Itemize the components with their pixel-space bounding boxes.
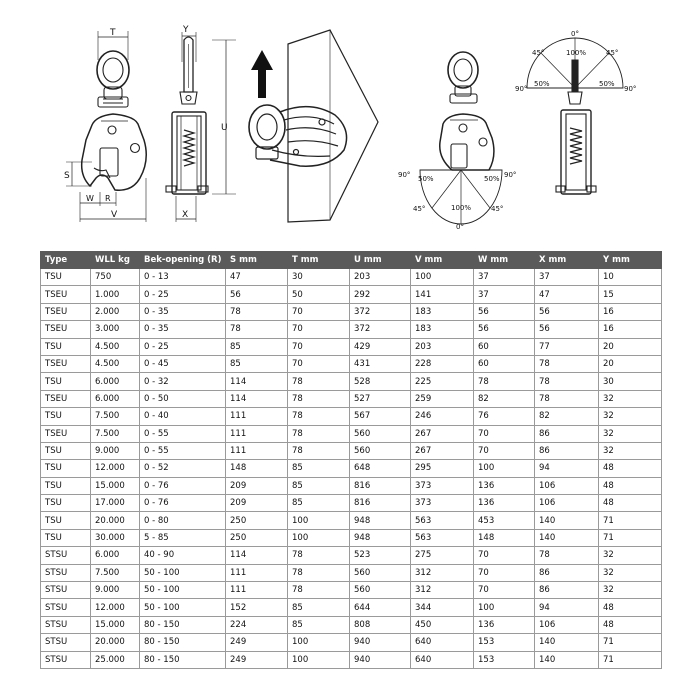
table-cell: 80 - 150 bbox=[140, 634, 226, 651]
table-cell: STSU bbox=[41, 582, 91, 599]
column-header: Y mm bbox=[599, 252, 662, 269]
table-cell: 7.500 bbox=[91, 564, 140, 581]
table-cell: 0 - 32 bbox=[140, 373, 226, 390]
table-cell: 228 bbox=[411, 355, 474, 372]
table-cell: 295 bbox=[411, 460, 474, 477]
table-cell: 20 bbox=[599, 355, 662, 372]
table-cell: 0 - 55 bbox=[140, 442, 226, 459]
table-row bbox=[41, 634, 662, 651]
table-cell: 373 bbox=[411, 495, 474, 512]
table-cell: 249 bbox=[226, 651, 288, 668]
table-cell: 32 bbox=[599, 442, 662, 459]
table-cell: 48 bbox=[599, 495, 662, 512]
table-row bbox=[41, 408, 662, 425]
table-cell: 71 bbox=[599, 634, 662, 651]
table-cell: 50 - 100 bbox=[140, 564, 226, 581]
table-cell: STSU bbox=[41, 599, 91, 616]
table-row bbox=[41, 547, 662, 564]
table-cell: 70 bbox=[288, 338, 350, 355]
table-cell: 78 bbox=[226, 303, 288, 320]
table-cell: 453 bbox=[474, 512, 535, 529]
table-cell: 32 bbox=[599, 564, 662, 581]
table-cell: 450 bbox=[411, 616, 474, 633]
table-cell: 136 bbox=[474, 616, 535, 633]
table-row bbox=[41, 477, 662, 494]
angle-bottom-45-left: 45° bbox=[413, 205, 426, 213]
table-cell: 2.000 bbox=[91, 303, 140, 320]
table-cell: 183 bbox=[411, 303, 474, 320]
table-cell: TSEU bbox=[41, 321, 91, 338]
table-row bbox=[41, 460, 662, 477]
angle-bottom-90-left: 90° bbox=[398, 171, 411, 179]
table-row bbox=[41, 303, 662, 320]
table-cell: 100 bbox=[288, 512, 350, 529]
table-cell: 183 bbox=[411, 321, 474, 338]
table-cell: TSU bbox=[41, 373, 91, 390]
table-cell: 563 bbox=[411, 512, 474, 529]
table-cell: 203 bbox=[411, 338, 474, 355]
table-cell: 71 bbox=[599, 651, 662, 668]
angle-bottom-0: 0° bbox=[456, 223, 464, 231]
table-row bbox=[41, 651, 662, 668]
table-cell: 40 - 90 bbox=[140, 547, 226, 564]
table-cell: 948 bbox=[350, 512, 411, 529]
table-cell: 0 - 76 bbox=[140, 477, 226, 494]
table-cell: 76 bbox=[474, 408, 535, 425]
table-cell: STSU bbox=[41, 634, 91, 651]
table-cell: 816 bbox=[350, 495, 411, 512]
table-cell: 85 bbox=[288, 495, 350, 512]
table-cell: 0 - 52 bbox=[140, 460, 226, 477]
table-cell: 50 - 100 bbox=[140, 599, 226, 616]
table-cell: 56 bbox=[474, 303, 535, 320]
table-cell: 140 bbox=[535, 634, 599, 651]
table-cell: 0 - 50 bbox=[140, 390, 226, 407]
column-header: U mm bbox=[350, 252, 411, 269]
specification-table bbox=[40, 251, 662, 669]
table-cell: 560 bbox=[350, 564, 411, 581]
table-cell: 148 bbox=[226, 460, 288, 477]
table-cell: TSEU bbox=[41, 286, 91, 303]
table-row bbox=[41, 599, 662, 616]
table-cell: 70 bbox=[474, 442, 535, 459]
table-cell: 78 bbox=[288, 373, 350, 390]
table-cell: 100 bbox=[474, 599, 535, 616]
table-row bbox=[41, 321, 662, 338]
table-cell: 48 bbox=[599, 616, 662, 633]
table-cell: 312 bbox=[411, 582, 474, 599]
table-cell: 20 bbox=[599, 338, 662, 355]
table-cell: 85 bbox=[288, 599, 350, 616]
table-body bbox=[41, 269, 662, 669]
angle-bottom-45-right: 45° bbox=[491, 205, 504, 213]
table-cell: 37 bbox=[474, 286, 535, 303]
table-cell: 106 bbox=[535, 495, 599, 512]
table-cell: STSU bbox=[41, 651, 91, 668]
table-cell: 0 - 55 bbox=[140, 425, 226, 442]
table-cell: 32 bbox=[599, 408, 662, 425]
table-cell: 78 bbox=[288, 547, 350, 564]
table-cell: 6.000 bbox=[91, 373, 140, 390]
table-cell: 5 - 85 bbox=[140, 529, 226, 546]
table-cell: 6.000 bbox=[91, 390, 140, 407]
angle-top-100: 100% bbox=[566, 49, 587, 57]
table-cell: 148 bbox=[474, 529, 535, 546]
table-cell: 78 bbox=[474, 373, 535, 390]
table-cell: 560 bbox=[350, 582, 411, 599]
table-cell: 100 bbox=[288, 529, 350, 546]
table-cell: TSU bbox=[41, 477, 91, 494]
table-cell: 111 bbox=[226, 564, 288, 581]
column-header: Bek-opening (R) bbox=[140, 252, 226, 269]
table-cell: 47 bbox=[226, 269, 288, 286]
table-cell: 86 bbox=[535, 564, 599, 581]
column-header: T mm bbox=[288, 252, 350, 269]
table-cell: 373 bbox=[411, 477, 474, 494]
angle-top-90-left: 90° bbox=[515, 85, 528, 93]
table-cell: 111 bbox=[226, 425, 288, 442]
table-row bbox=[41, 616, 662, 633]
table-cell: 48 bbox=[599, 599, 662, 616]
table-cell: 78 bbox=[288, 564, 350, 581]
table-cell: TSEU bbox=[41, 355, 91, 372]
column-header: Type bbox=[41, 252, 91, 269]
table-cell: 100 bbox=[474, 460, 535, 477]
table-cell: 78 bbox=[535, 373, 599, 390]
table-cell: TSEU bbox=[41, 425, 91, 442]
table-cell: 648 bbox=[350, 460, 411, 477]
dim-label-x: X bbox=[182, 210, 189, 220]
table-cell: 114 bbox=[226, 390, 288, 407]
table-cell: 25.000 bbox=[91, 651, 140, 668]
table-cell: 78 bbox=[535, 547, 599, 564]
table-cell: 70 bbox=[288, 303, 350, 320]
table-cell: 0 - 35 bbox=[140, 321, 226, 338]
table-cell: 70 bbox=[474, 425, 535, 442]
side-view-angle-drawing bbox=[527, 38, 623, 194]
table-cell: TSU bbox=[41, 529, 91, 546]
table-cell: 56 bbox=[535, 321, 599, 338]
table-row bbox=[41, 355, 662, 372]
table-cell: 86 bbox=[535, 442, 599, 459]
table-cell: TSU bbox=[41, 408, 91, 425]
table-cell: 32 bbox=[599, 582, 662, 599]
table-cell: 0 - 35 bbox=[140, 303, 226, 320]
table-cell: 60 bbox=[474, 355, 535, 372]
table-cell: 56 bbox=[226, 286, 288, 303]
perspective-clamp-drawing bbox=[249, 30, 378, 222]
table-cell: 60 bbox=[474, 338, 535, 355]
table-cell: 203 bbox=[350, 269, 411, 286]
table-cell: 0 - 76 bbox=[140, 495, 226, 512]
table-cell: 70 bbox=[474, 547, 535, 564]
table-cell: 141 bbox=[411, 286, 474, 303]
table-cell: 140 bbox=[535, 512, 599, 529]
table-cell: 267 bbox=[411, 425, 474, 442]
table-cell: 0 - 40 bbox=[140, 408, 226, 425]
table-cell: 106 bbox=[535, 616, 599, 633]
table-cell: 15 bbox=[599, 286, 662, 303]
table-row bbox=[41, 495, 662, 512]
table-cell: 7.500 bbox=[91, 425, 140, 442]
table-cell: 528 bbox=[350, 373, 411, 390]
table-row bbox=[41, 390, 662, 407]
table-cell: 78 bbox=[226, 321, 288, 338]
table-cell: 9.000 bbox=[91, 582, 140, 599]
table-cell: 20.000 bbox=[91, 512, 140, 529]
table-cell: 85 bbox=[288, 477, 350, 494]
table-cell: 312 bbox=[411, 564, 474, 581]
table-cell: 47 bbox=[535, 286, 599, 303]
table-cell: 250 bbox=[226, 529, 288, 546]
table-cell: 100 bbox=[288, 651, 350, 668]
table-cell: 948 bbox=[350, 529, 411, 546]
table-cell: 50 bbox=[288, 286, 350, 303]
table-cell: TSU bbox=[41, 442, 91, 459]
table-cell: TSEU bbox=[41, 303, 91, 320]
table-cell: 808 bbox=[350, 616, 411, 633]
angle-top-45-left: 45° bbox=[532, 49, 545, 57]
table-cell: TSU bbox=[41, 338, 91, 355]
column-header: W mm bbox=[474, 252, 535, 269]
table-cell: 94 bbox=[535, 599, 599, 616]
table-cell: 6.000 bbox=[91, 547, 140, 564]
table-cell: 0 - 45 bbox=[140, 355, 226, 372]
table-cell: 70 bbox=[474, 582, 535, 599]
table-cell: 429 bbox=[350, 338, 411, 355]
table-cell: 152 bbox=[226, 599, 288, 616]
table-row bbox=[41, 442, 662, 459]
table-cell: 372 bbox=[350, 303, 411, 320]
table-cell: 246 bbox=[411, 408, 474, 425]
table-cell: 640 bbox=[411, 651, 474, 668]
table-cell: 560 bbox=[350, 425, 411, 442]
table-cell: 16 bbox=[599, 303, 662, 320]
table-cell: 85 bbox=[226, 355, 288, 372]
dim-label-u: U bbox=[221, 123, 228, 133]
table-cell: 344 bbox=[411, 599, 474, 616]
table-cell: 111 bbox=[226, 442, 288, 459]
table-cell: 16 bbox=[599, 321, 662, 338]
table-cell: 816 bbox=[350, 477, 411, 494]
table-cell: 86 bbox=[535, 425, 599, 442]
table-cell: 267 bbox=[411, 442, 474, 459]
table-cell: 0 - 80 bbox=[140, 512, 226, 529]
table-cell: 78 bbox=[288, 390, 350, 407]
table-cell: TSU bbox=[41, 460, 91, 477]
table-cell: 567 bbox=[350, 408, 411, 425]
angle-top-50-left: 50% bbox=[534, 80, 550, 88]
table-cell: 70 bbox=[288, 321, 350, 338]
table-cell: 17.000 bbox=[91, 495, 140, 512]
table-row bbox=[41, 529, 662, 546]
table-cell: STSU bbox=[41, 616, 91, 633]
table-cell: 78 bbox=[535, 390, 599, 407]
table-cell: 140 bbox=[535, 651, 599, 668]
table-cell: 78 bbox=[535, 355, 599, 372]
table-cell: 56 bbox=[474, 321, 535, 338]
table-cell: 0 - 25 bbox=[140, 286, 226, 303]
table-cell: 940 bbox=[350, 651, 411, 668]
table-cell: 70 bbox=[288, 355, 350, 372]
table-cell: 71 bbox=[599, 529, 662, 546]
angle-bottom-50-right: 50% bbox=[484, 175, 500, 183]
table-cell: 100 bbox=[288, 634, 350, 651]
table-cell: 85 bbox=[288, 460, 350, 477]
table-cell: 32 bbox=[599, 425, 662, 442]
table-cell: 259 bbox=[411, 390, 474, 407]
table-cell: 48 bbox=[599, 460, 662, 477]
table-cell: 82 bbox=[474, 390, 535, 407]
table-cell: 30 bbox=[288, 269, 350, 286]
dim-label-w: W bbox=[86, 194, 94, 203]
table-row bbox=[41, 269, 662, 286]
table-cell: 94 bbox=[535, 460, 599, 477]
column-header: X mm bbox=[535, 252, 599, 269]
table-cell: 225 bbox=[411, 373, 474, 390]
table-cell: 48 bbox=[599, 477, 662, 494]
table-cell: 372 bbox=[350, 321, 411, 338]
dim-label-v: V bbox=[111, 210, 118, 220]
table-cell: 78 bbox=[288, 408, 350, 425]
table-cell: 209 bbox=[226, 477, 288, 494]
table-cell: 30 bbox=[599, 373, 662, 390]
table-cell: 32 bbox=[599, 390, 662, 407]
table-row bbox=[41, 286, 662, 303]
dim-label-y: Y bbox=[183, 25, 189, 35]
table-cell: 523 bbox=[350, 547, 411, 564]
angle-top-90-right: 90° bbox=[624, 85, 637, 93]
table-cell: 12.000 bbox=[91, 599, 140, 616]
table-cell: 209 bbox=[226, 495, 288, 512]
table-cell: 431 bbox=[350, 355, 411, 372]
table-cell: 10 bbox=[599, 269, 662, 286]
table-cell: 153 bbox=[474, 651, 535, 668]
table-row bbox=[41, 582, 662, 599]
table-cell: 80 - 150 bbox=[140, 616, 226, 633]
technical-drawings bbox=[0, 0, 700, 245]
angle-top-50-right: 50% bbox=[599, 80, 615, 88]
table-cell: 15.000 bbox=[91, 616, 140, 633]
table-cell: 224 bbox=[226, 616, 288, 633]
table-cell: 249 bbox=[226, 634, 288, 651]
table-cell: 85 bbox=[288, 616, 350, 633]
angle-top-45-right: 45° bbox=[606, 49, 619, 57]
table-cell: 114 bbox=[226, 547, 288, 564]
table-cell: 560 bbox=[350, 442, 411, 459]
table-cell: TSU bbox=[41, 512, 91, 529]
table-cell: 644 bbox=[350, 599, 411, 616]
table-row bbox=[41, 338, 662, 355]
table-cell: 78 bbox=[288, 582, 350, 599]
table-cell: TSEU bbox=[41, 390, 91, 407]
table-cell: 15.000 bbox=[91, 477, 140, 494]
table-cell: 77 bbox=[535, 338, 599, 355]
front-view-angle-drawing bbox=[420, 52, 502, 224]
table-cell: TSU bbox=[41, 495, 91, 512]
table-cell: 4.500 bbox=[91, 355, 140, 372]
table-cell: 292 bbox=[350, 286, 411, 303]
table-cell: STSU bbox=[41, 547, 91, 564]
table-cell: 9.000 bbox=[91, 442, 140, 459]
table-cell: 140 bbox=[535, 529, 599, 546]
table-cell: 7.500 bbox=[91, 408, 140, 425]
table-cell: 70 bbox=[474, 564, 535, 581]
table-cell: 114 bbox=[226, 373, 288, 390]
table-cell: 100 bbox=[411, 269, 474, 286]
table-cell: 30.000 bbox=[91, 529, 140, 546]
table-cell: 250 bbox=[226, 512, 288, 529]
table-cell: STSU bbox=[41, 564, 91, 581]
table-cell: 563 bbox=[411, 529, 474, 546]
table-row bbox=[41, 373, 662, 390]
table-cell: TSU bbox=[41, 269, 91, 286]
table-cell: 940 bbox=[350, 634, 411, 651]
table-cell: 136 bbox=[474, 477, 535, 494]
table-cell: 37 bbox=[474, 269, 535, 286]
angle-bottom-100: 100% bbox=[451, 204, 472, 212]
table-cell: 56 bbox=[535, 303, 599, 320]
table-cell: 750 bbox=[91, 269, 140, 286]
lift-direction-arrow-icon bbox=[251, 50, 273, 98]
angle-bottom-50-left: 50% bbox=[418, 175, 434, 183]
table-header-row bbox=[41, 252, 662, 269]
table-cell: 82 bbox=[535, 408, 599, 425]
table-cell: 12.000 bbox=[91, 460, 140, 477]
angle-bottom-90-right: 90° bbox=[504, 171, 517, 179]
table-cell: 111 bbox=[226, 408, 288, 425]
angle-top-0: 0° bbox=[571, 30, 579, 38]
table-cell: 78 bbox=[288, 425, 350, 442]
table-cell: 86 bbox=[535, 582, 599, 599]
table-cell: 32 bbox=[599, 547, 662, 564]
table-row bbox=[41, 564, 662, 581]
table-cell: 0 - 25 bbox=[140, 338, 226, 355]
table-cell: 106 bbox=[535, 477, 599, 494]
table-cell: 527 bbox=[350, 390, 411, 407]
table-cell: 37 bbox=[535, 269, 599, 286]
table-row bbox=[41, 425, 662, 442]
table-cell: 71 bbox=[599, 512, 662, 529]
dim-label-t: T bbox=[110, 28, 116, 38]
table-cell: 153 bbox=[474, 634, 535, 651]
table-cell: 80 - 150 bbox=[140, 651, 226, 668]
table-row bbox=[41, 512, 662, 529]
table-cell: 20.000 bbox=[91, 634, 140, 651]
table-cell: 50 - 100 bbox=[140, 582, 226, 599]
table-cell: 136 bbox=[474, 495, 535, 512]
table-cell: 640 bbox=[411, 634, 474, 651]
table-cell: 85 bbox=[226, 338, 288, 355]
table-cell: 4.500 bbox=[91, 338, 140, 355]
table-cell: 1.000 bbox=[91, 286, 140, 303]
column-header: V mm bbox=[411, 252, 474, 269]
column-header: S mm bbox=[226, 252, 288, 269]
dim-label-s: S bbox=[64, 171, 70, 181]
column-header: WLL kg bbox=[91, 252, 140, 269]
table-cell: 3.000 bbox=[91, 321, 140, 338]
table-cell: 78 bbox=[288, 442, 350, 459]
table-cell: 275 bbox=[411, 547, 474, 564]
table-cell: 111 bbox=[226, 582, 288, 599]
dim-label-r: R bbox=[105, 194, 111, 203]
table-cell: 0 - 13 bbox=[140, 269, 226, 286]
